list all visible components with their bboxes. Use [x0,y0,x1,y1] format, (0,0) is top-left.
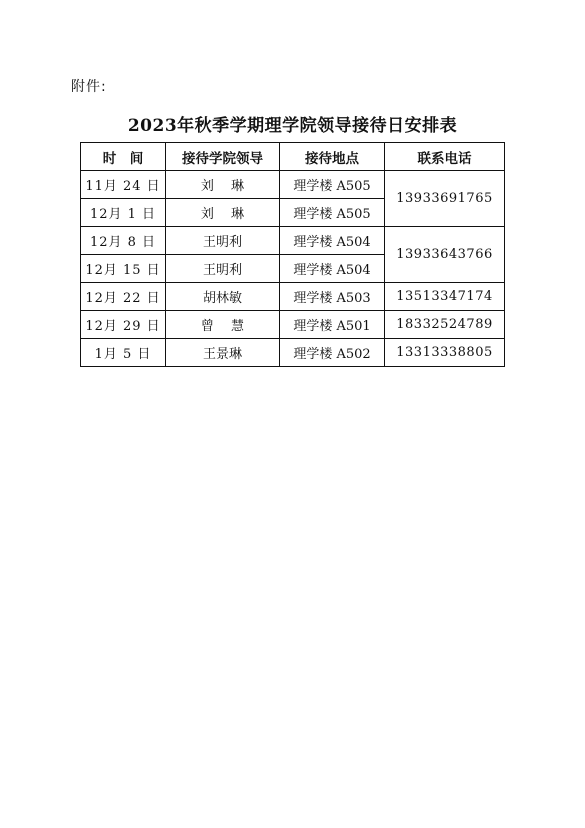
location-cell: 理学楼 A505 [280,171,385,199]
phone-cell: 13513347174 [385,283,505,311]
table-row [81,171,505,199]
table-row [81,283,505,311]
location-cell: 理学楼 A501 [280,311,385,339]
leader-cell: 王景琳 [166,339,280,367]
date-cell: 12月 15 日 [81,255,166,283]
location-cell: 理学楼 A505 [280,199,385,227]
page-title: 2023年秋季学期理学院领导接待日安排表 [127,116,458,136]
phone-cell: 13313338805 [385,339,505,367]
date-cell: 12月 1 日 [81,199,166,227]
leader-cell: 刘 琳 [166,199,280,227]
phone-cell: 13933691765 [385,171,505,227]
schedule-table [80,142,505,367]
phone-cell: 18332524789 [385,311,505,339]
date-cell: 12月 29 日 [81,311,166,339]
location-cell: 理学楼 A502 [280,339,385,367]
header-leader: 接待学院领导 [166,143,280,171]
leader-cell: 王明利 [166,255,280,283]
table-row [81,227,505,255]
attachment-label: 附件: [71,79,107,95]
location-cell: 理学楼 A504 [280,227,385,255]
date-cell: 1月 5 日 [81,339,166,367]
date-cell: 12月 8 日 [81,227,166,255]
header-phone: 联系电话 [385,143,505,171]
location-cell: 理学楼 A504 [280,255,385,283]
table-header-row [81,143,505,171]
leader-cell: 刘 琳 [166,171,280,199]
location-cell: 理学楼 A503 [280,283,385,311]
header-time: 时 间 [81,143,166,171]
table-row [81,339,505,367]
header-location: 接待地点 [280,143,385,171]
table-row [81,311,505,339]
phone-cell: 13933643766 [385,227,505,283]
date-cell: 12月 22 日 [81,283,166,311]
leader-cell: 曾 慧 [166,311,280,339]
leader-cell: 王明利 [166,227,280,255]
date-cell: 11月 24 日 [81,171,166,199]
leader-cell: 胡林敏 [166,283,280,311]
